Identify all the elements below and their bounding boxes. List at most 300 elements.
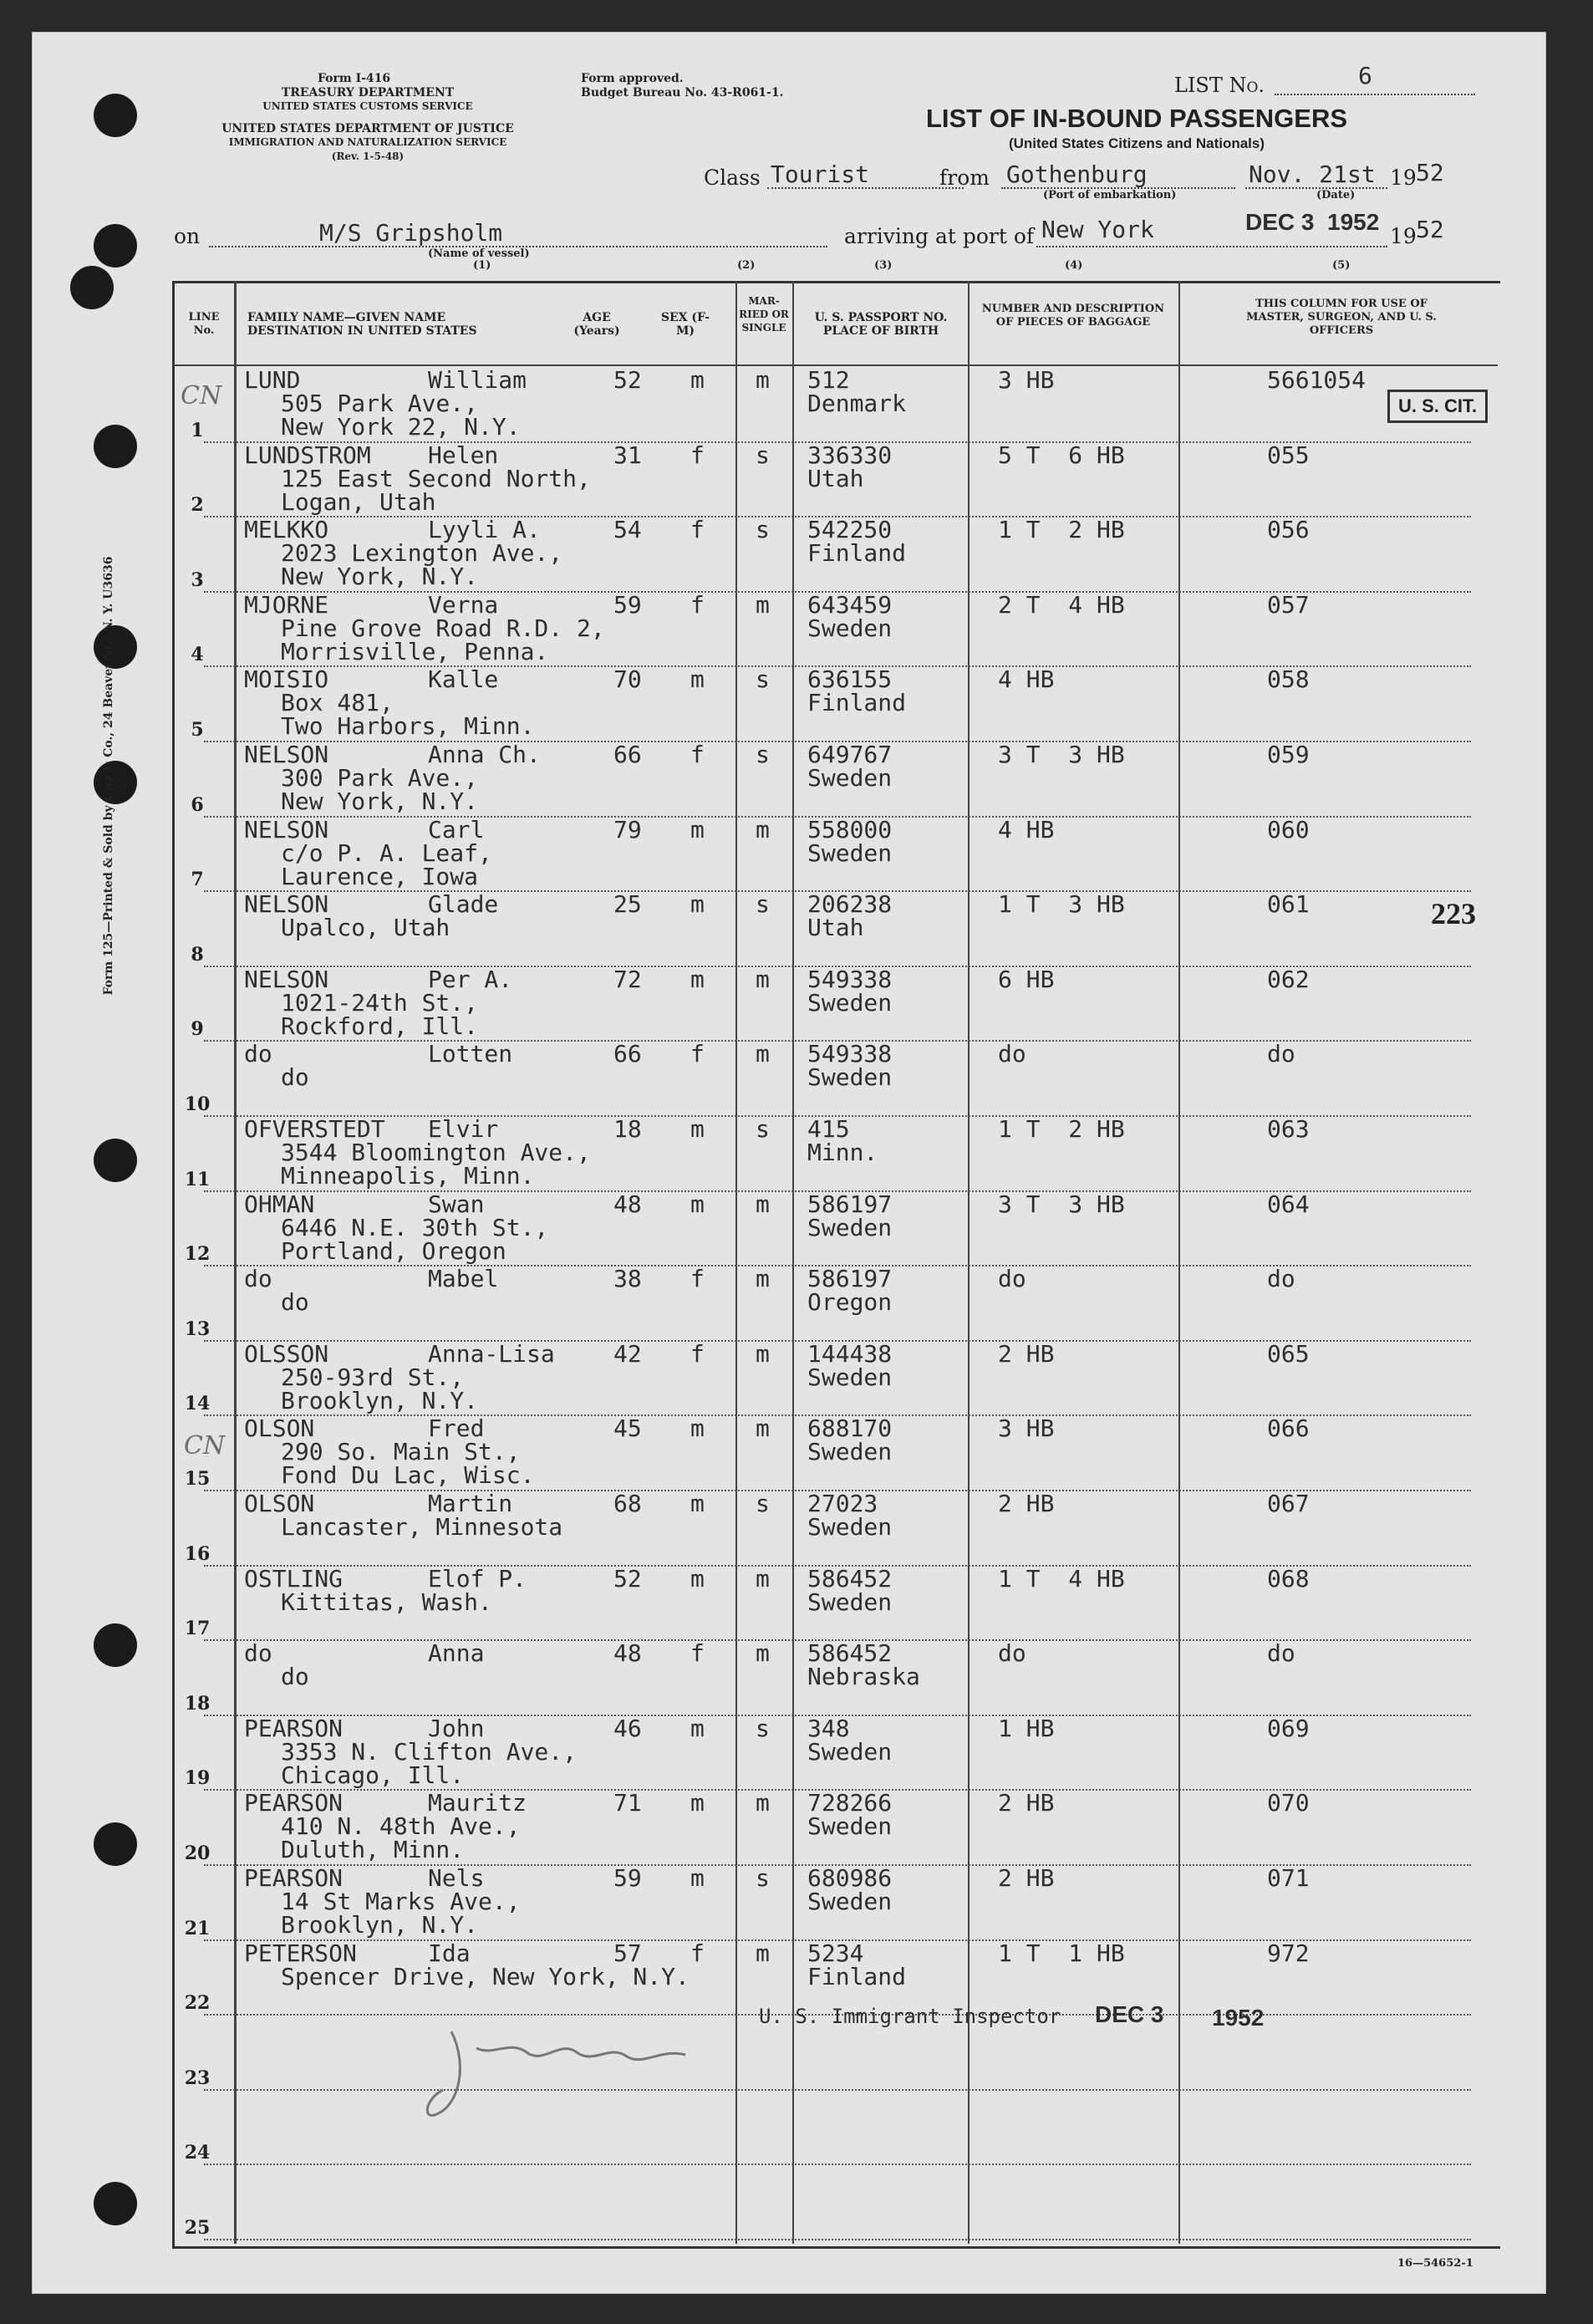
family-name: OLSON: [244, 1490, 315, 1517]
family-name: PEARSON: [244, 1714, 344, 1742]
address-line-2: New York, N.Y.: [281, 563, 479, 591]
age: 59: [613, 1864, 642, 1892]
baggage: do: [998, 1040, 1026, 1068]
baggage: 1 T 1 HB: [998, 1939, 1125, 1967]
given-name: Mabel: [428, 1265, 499, 1293]
address-line-1: Kittitas, Wash.: [281, 1588, 492, 1616]
vessel-name: M/S Gripsholm: [319, 219, 503, 247]
officer-number: 071: [1267, 1864, 1310, 1892]
given-name: Per A.: [428, 965, 513, 993]
passport-number: 512: [807, 366, 850, 394]
officer-number: 065: [1267, 1339, 1310, 1368]
place-of-birth: Denmark: [807, 390, 907, 417]
address-line-2: Chicago, Ill.: [281, 1761, 465, 1789]
age: 18: [613, 1115, 642, 1143]
age: 66: [613, 741, 642, 768]
col-num-4: (4): [1065, 259, 1083, 272]
sex: m: [690, 1714, 705, 1742]
baggage: 2 HB: [998, 1789, 1055, 1817]
handwritten-cn-1: CN: [181, 381, 222, 410]
line-number: 25: [184, 2217, 211, 2239]
passport-number: 144438: [807, 1339, 893, 1368]
address-line-1: Upalco, Utah: [281, 914, 450, 942]
passport-number: 636155: [807, 665, 893, 694]
address-line-2: Morrisville, Penna.: [281, 637, 549, 665]
col-num-5: (5): [1332, 259, 1351, 272]
line-number: 5: [191, 719, 204, 741]
col-num-3: (3): [874, 259, 893, 272]
header-line-no: LINE No.: [188, 311, 220, 337]
place-of-birth: Sweden: [807, 614, 893, 642]
baggage: 2 HB: [998, 1490, 1055, 1517]
age: 38: [613, 1265, 642, 1293]
family-name: NELSON: [244, 741, 329, 768]
address-line-2: Minneapolis, Minn.: [281, 1162, 535, 1190]
place-of-birth: Utah: [807, 464, 864, 492]
place-of-birth: Sweden: [807, 1588, 893, 1616]
form-revision: (Rev. 1-5-48): [331, 150, 405, 162]
line-number: 17: [184, 1618, 211, 1640]
header-passport: U. S. PASSPORT NO. PLACE OF BIRTH: [814, 311, 948, 338]
officer-number: do: [1267, 1639, 1295, 1668]
officer-number: 070: [1267, 1789, 1310, 1817]
list-no-value: 6: [1358, 62, 1372, 89]
address-line-2: Portland, Oregon: [281, 1236, 506, 1265]
place-of-birth: Sweden: [807, 1812, 893, 1841]
officer-number: 067: [1267, 1490, 1310, 1517]
sex: f: [690, 1339, 705, 1368]
family-name: MOISIO: [244, 665, 329, 694]
given-name: Anna-Lisa: [428, 1339, 555, 1368]
passport-number: 558000: [807, 815, 893, 843]
line-number: 12: [184, 1243, 211, 1266]
line-number: 11: [184, 1168, 211, 1190]
port-embarkation: Gothenburg: [1006, 161, 1148, 188]
line-number: 20: [184, 1842, 211, 1864]
arrival-year-prefix: 19: [1390, 224, 1417, 248]
line-number: 9: [191, 1018, 204, 1041]
address-line-1: do: [281, 1063, 309, 1092]
dept-justice: UNITED STATES DEPARTMENT OF JUSTICE: [221, 122, 514, 135]
address-line-1: 2023 Lexington Ave.,: [281, 539, 563, 568]
family-name: OSTLING: [244, 1564, 344, 1593]
address-line-1: Box 481,: [281, 689, 394, 717]
address-line-2: Logan, Utah: [281, 487, 436, 516]
place-of-birth: Utah: [807, 914, 864, 942]
arrival-date-stamp: DEC 3 1952: [1245, 209, 1380, 235]
marital-status: s: [756, 741, 770, 768]
family-name: do: [244, 1639, 272, 1668]
sex: m: [690, 1490, 705, 1517]
passport-number: 415: [807, 1115, 850, 1143]
family-name: PEARSON: [244, 1789, 344, 1817]
place-of-birth: Nebraska: [807, 1663, 920, 1691]
address-line-2: Laurence, Iowa: [281, 862, 479, 890]
printer-imprint: Form 125—Printed & Sold by Unz & Co., 24 Beaver St., N. Y. U3636: [102, 556, 115, 996]
binder-hole: [70, 266, 114, 309]
line-number: 2: [191, 494, 204, 517]
given-name: William: [428, 366, 527, 394]
passport-number: 27023: [807, 1490, 878, 1517]
age: 31: [613, 441, 642, 469]
address-line-2: Brooklyn, N.Y.: [281, 1911, 479, 1939]
baggage: 1 T 2 HB: [998, 1115, 1125, 1143]
marital-status: m: [756, 590, 770, 619]
age: 71: [613, 1789, 642, 1817]
on-label: on: [174, 224, 201, 248]
age: 70: [613, 665, 642, 694]
us-citizen-stamp: U. S. CIT.: [1387, 390, 1488, 423]
sex: m: [690, 366, 705, 394]
family-name: LUND: [244, 366, 301, 394]
dept-immigration: IMMIGRATION AND NATURALIZATION SERVICE: [228, 136, 507, 148]
address-line-1: Lancaster, Minnesota: [281, 1513, 563, 1541]
marital-status: m: [756, 1339, 770, 1368]
given-name: Elvir: [428, 1115, 499, 1143]
place-of-birth: Sweden: [807, 988, 893, 1017]
family-name: OLSON: [244, 1414, 315, 1443]
passport-number: 549338: [807, 1040, 893, 1068]
age: 72: [613, 965, 642, 993]
place-of-birth: Sweden: [807, 838, 893, 867]
given-name: Martin: [428, 1490, 513, 1517]
given-name: Ida: [428, 1939, 471, 1967]
dept-treasury: TREASURY DEPARTMENT: [281, 86, 455, 99]
officer-number: do: [1267, 1265, 1295, 1293]
address-line-2: Brooklyn, N.Y.: [281, 1386, 479, 1414]
handwritten-cn-2: CN: [184, 1431, 226, 1460]
place-of-birth: Oregon: [807, 1288, 893, 1317]
address-line-1: 1021-24th St.,: [281, 988, 479, 1017]
line-number: 22: [184, 1992, 211, 2015]
embark-date: Nov. 21st: [1249, 161, 1376, 188]
family-name: MELKKO: [244, 516, 329, 544]
address-line-1: 3353 N. Clifton Ave.,: [281, 1737, 578, 1766]
port-embarkation-caption: (Port of embarkation): [1043, 189, 1177, 201]
family-name: do: [244, 1040, 272, 1068]
inspector-label: U. S. Immigrant Inspector: [759, 2005, 1061, 2028]
address-line-1: do: [281, 1663, 309, 1691]
age: 25: [613, 890, 642, 919]
sex: m: [690, 665, 705, 694]
baggage: 6 HB: [998, 965, 1055, 993]
header-age: AGE (Years): [573, 311, 620, 338]
sex: f: [690, 741, 705, 768]
line-number: 6: [191, 793, 204, 816]
passport-number: 5234: [807, 1939, 864, 1967]
marital-status: m: [756, 1789, 770, 1817]
passport-number: 336330: [807, 441, 893, 469]
address-line-1: Spencer Drive, New York, N.Y.: [281, 1962, 690, 1990]
sex: m: [690, 1789, 705, 1817]
line-number: 4: [191, 644, 204, 666]
age: 45: [613, 1414, 642, 1443]
baggage: 3 HB: [998, 1414, 1055, 1443]
document-subtitle: (United States Citizens and Nationals): [1008, 135, 1265, 151]
header-sex: SEX (F-M): [660, 311, 710, 338]
address-line-1: 505 Park Ave.,: [281, 390, 479, 417]
number-stamp: 223: [1431, 897, 1476, 930]
age: 42: [613, 1339, 642, 1368]
baggage: 3 T 3 HB: [998, 1190, 1125, 1218]
given-name: Verna: [428, 590, 499, 619]
list-no-label: LIST No.: [1174, 74, 1265, 97]
family-name: LUNDSTROM: [244, 441, 371, 469]
marital-status: s: [756, 665, 770, 694]
line-number: 19: [184, 1767, 211, 1790]
place-of-birth: Finland: [807, 539, 907, 568]
family-name: do: [244, 1265, 272, 1293]
marital-status: s: [756, 1115, 770, 1143]
sex: m: [690, 1864, 705, 1892]
class-label: Class: [704, 166, 761, 190]
header-name: FAMILY NAME—GIVEN NAME DESTINATION IN UNITED STATES: [247, 311, 477, 338]
given-name: Anna: [428, 1639, 485, 1668]
inspector-date: DEC 3: [1095, 2001, 1164, 2027]
address-line-1: 3544 Bloomington Ave.,: [281, 1139, 591, 1166]
given-name: Kalle: [428, 665, 499, 694]
officer-number: 5661054: [1267, 366, 1367, 394]
sex: f: [690, 1939, 705, 1967]
marital-status: m: [756, 965, 770, 993]
baggage: 2 T 4 HB: [998, 590, 1125, 619]
passport-number: 680986: [807, 1864, 893, 1892]
given-name: Lotten: [428, 1040, 513, 1068]
marital-status: m: [756, 1564, 770, 1593]
officer-number: 060: [1267, 815, 1310, 843]
line-number: 15: [184, 1468, 211, 1490]
vessel-caption: (Name of vessel): [428, 247, 530, 260]
officer-number: 061: [1267, 890, 1310, 919]
passport-number: 643459: [807, 590, 893, 619]
passport-number: 206238: [807, 890, 893, 919]
baggage: 1 T 2 HB: [998, 516, 1125, 544]
address-line-2: Rockford, Ill.: [281, 1012, 479, 1040]
address-line-1: 290 So. Main St.,: [281, 1438, 521, 1466]
officer-number: 972: [1267, 1939, 1310, 1967]
baggage: 1 T 3 HB: [998, 890, 1125, 919]
sex: m: [690, 965, 705, 993]
port-arrival: New York: [1041, 216, 1154, 243]
age: 68: [613, 1490, 642, 1517]
line-number: 14: [184, 1393, 211, 1415]
year-suffix: 52: [1416, 159, 1444, 186]
passport-number: 586452: [807, 1564, 893, 1593]
family-name: NELSON: [244, 890, 329, 919]
officer-number: 064: [1267, 1190, 1310, 1218]
age: 59: [613, 590, 642, 619]
marital-status: m: [756, 1190, 770, 1218]
given-name: Glade: [428, 890, 499, 919]
marital-status: s: [756, 1714, 770, 1742]
address-line-1: 250-93rd St.,: [281, 1363, 465, 1391]
place-of-birth: Sweden: [807, 1363, 893, 1391]
marital-status: m: [756, 1265, 770, 1293]
age: 79: [613, 815, 642, 843]
from-label: from: [939, 166, 990, 190]
age: 54: [613, 516, 642, 544]
line-number: 18: [184, 1692, 211, 1715]
binder-hole: [94, 2182, 137, 2225]
family-name: OFVERSTEDT: [244, 1115, 385, 1143]
marital-status: s: [756, 890, 770, 919]
officer-number: 057: [1267, 590, 1310, 619]
date-caption: (Date): [1316, 189, 1356, 201]
passport-number: 586197: [807, 1190, 893, 1218]
baggage: 2 HB: [998, 1339, 1055, 1368]
marital-status: s: [756, 1864, 770, 1892]
age: 46: [613, 1714, 642, 1742]
sex: m: [690, 890, 705, 919]
sex: m: [690, 1115, 705, 1143]
officer-number: 068: [1267, 1564, 1310, 1593]
given-name: Anna Ch.: [428, 741, 541, 768]
family-name: PEARSON: [244, 1864, 344, 1892]
col-num-1: (1): [473, 259, 491, 272]
place-of-birth: Finland: [807, 689, 907, 717]
marital-status: s: [756, 441, 770, 469]
address-line-2: Two Harbors, Minn.: [281, 712, 535, 741]
footer-code: 16—54652-1: [1397, 2257, 1473, 2270]
header-married: MAR-RIED OR SINGLE: [739, 295, 789, 334]
baggage: 3 HB: [998, 366, 1055, 394]
officer-number: 069: [1267, 1714, 1310, 1742]
marital-status: m: [756, 1639, 770, 1668]
arriving-label: arriving at port of: [844, 224, 1035, 248]
passport-number: 688170: [807, 1414, 893, 1443]
line-number: 21: [184, 1917, 211, 1939]
officer-number: 063: [1267, 1115, 1310, 1143]
sex: m: [690, 815, 705, 843]
document-title: LIST OF IN-BOUND PASSENGERS: [925, 104, 1348, 133]
baggage: 4 HB: [998, 815, 1055, 843]
address-line-1: 125 East Second North,: [281, 464, 591, 492]
line-number: 7: [191, 869, 204, 891]
binder-hole: [94, 1623, 137, 1667]
given-name: Fred: [428, 1414, 485, 1443]
address-line-1: 14 St Marks Ave.,: [281, 1888, 521, 1915]
family-name: OLSSON: [244, 1339, 329, 1368]
passport-number: 586197: [807, 1265, 893, 1293]
address-line-1: 410 N. 48th Ave.,: [281, 1812, 521, 1841]
marital-status: m: [756, 366, 770, 394]
place-of-birth: Sweden: [807, 1513, 893, 1541]
age: 52: [613, 1564, 642, 1593]
address-line-1: 6446 N.E. 30th St.,: [281, 1213, 549, 1241]
inspector-year: 1952: [1212, 2005, 1265, 2031]
year-prefix: 19: [1390, 166, 1417, 190]
age: 57: [613, 1939, 642, 1967]
passport-number: 586452: [807, 1639, 893, 1668]
family-name: MJORNE: [244, 590, 329, 619]
address-line-1: Pine Grove Road R.D. 2,: [281, 614, 605, 642]
line-number: 3: [191, 568, 204, 591]
place-of-birth: Finland: [807, 1962, 907, 1990]
given-name: Mauritz: [428, 1789, 527, 1817]
line-number: 16: [184, 1542, 211, 1565]
baggage: do: [998, 1265, 1026, 1293]
officer-number: do: [1267, 1040, 1295, 1068]
line-number: 23: [184, 2067, 211, 2089]
passport-number: 728266: [807, 1789, 893, 1817]
marital-status: m: [756, 1040, 770, 1068]
place-of-birth: Sweden: [807, 1438, 893, 1466]
binder-hole: [94, 224, 137, 268]
class-value: Tourist: [771, 161, 870, 188]
place-of-birth: Sweden: [807, 1213, 893, 1241]
address-line-2: Fond Du Lac, Wisc.: [281, 1461, 535, 1490]
binder-hole: [94, 1822, 137, 1866]
age: 48: [613, 1639, 642, 1668]
sex: f: [690, 1040, 705, 1068]
address-line-2: New York, N.Y.: [281, 787, 479, 815]
place-of-birth: Sweden: [807, 1063, 893, 1092]
binder-hole: [94, 625, 137, 669]
baggage: do: [998, 1639, 1026, 1668]
binder-hole: [94, 94, 137, 137]
marital-status: s: [756, 516, 770, 544]
row-divider: [204, 2239, 1471, 2240]
sex: m: [690, 1564, 705, 1593]
address-line-2: New York 22, N.Y.: [281, 413, 521, 441]
age: 48: [613, 1190, 642, 1218]
age: 66: [613, 1040, 642, 1068]
line-number: 1: [191, 419, 204, 441]
family-name: PETERSON: [244, 1939, 357, 1967]
officer-number: 059: [1267, 741, 1310, 768]
binder-hole: [94, 425, 137, 468]
dept-customs: UNITED STATES CUSTOMS SERVICE: [262, 100, 473, 112]
place-of-birth: Minn.: [807, 1139, 878, 1166]
line-number: 10: [184, 1093, 211, 1115]
marital-status: s: [756, 1490, 770, 1517]
form-number: Form I-416: [318, 72, 391, 85]
address-line-1: 300 Park Ave.,: [281, 764, 479, 792]
family-name: OHMAN: [244, 1190, 315, 1218]
address-line-1: c/o P. A. Leaf,: [281, 838, 492, 867]
binder-hole: [94, 761, 137, 804]
marital-status: m: [756, 815, 770, 843]
line-number: 24: [184, 2142, 211, 2164]
given-name: Lyyli A.: [428, 516, 541, 544]
address-line-2: Duluth, Minn.: [281, 1836, 465, 1864]
passport-number: 649767: [807, 741, 893, 768]
officer-number: 058: [1267, 665, 1310, 694]
marital-status: m: [756, 1939, 770, 1967]
row-divider: [204, 2163, 1471, 2165]
header-baggage: NUMBER AND DESCRIPTION OF PIECES OF BAGGAGE: [981, 303, 1165, 329]
place-of-birth: Sweden: [807, 764, 893, 792]
address-line-1: do: [281, 1288, 309, 1317]
sex: f: [690, 516, 705, 544]
given-name: Helen: [428, 441, 499, 469]
header-officers: THIS COLUMN FOR USE OF MASTER, SURGEON, AND U. S. OFFICERS: [1246, 298, 1437, 337]
family-name: NELSON: [244, 815, 329, 843]
baggage: 5 T 6 HB: [998, 441, 1125, 469]
sex: f: [690, 1265, 705, 1293]
row-divider: [204, 2089, 1471, 2091]
officer-number: 056: [1267, 516, 1310, 544]
budget-bureau: Budget Bureau No. 43-R061-1.: [581, 86, 784, 99]
inspector-signature: [418, 2015, 752, 2132]
baggage: 2 HB: [998, 1864, 1055, 1892]
form-approved: Form approved.: [581, 72, 684, 85]
binder-hole: [94, 1139, 137, 1182]
passport-number: 542250: [807, 516, 893, 544]
passport-number: 348: [807, 1714, 850, 1742]
family-name: NELSON: [244, 965, 329, 993]
col-num-2: (2): [737, 259, 756, 272]
